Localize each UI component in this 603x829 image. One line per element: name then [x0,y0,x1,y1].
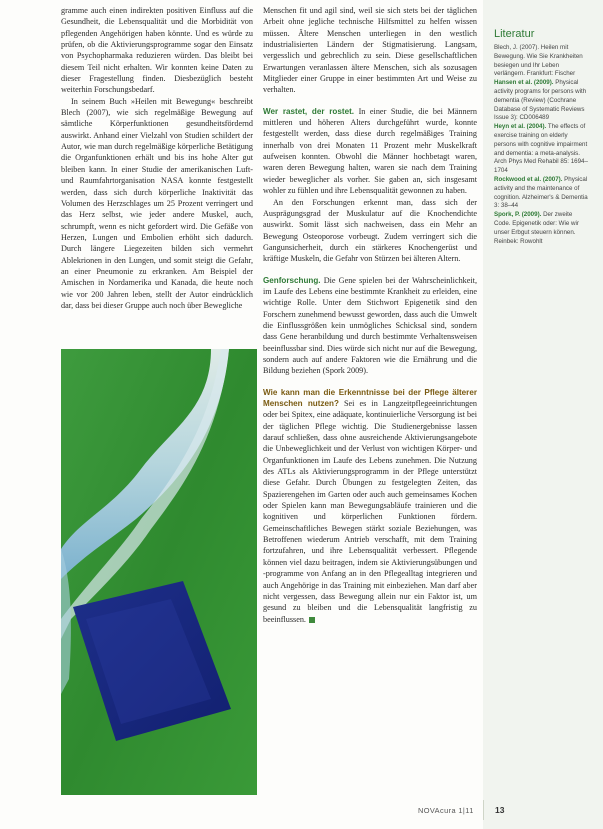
page-number: 13 [495,805,505,815]
reference-author: Blech, J. (2007). [494,44,540,51]
subheading-genetics: Genforschung. [263,275,321,285]
paragraph-text: Die Gene spielen bei der Wahrscheinlichkeit, im Laufe des Lebens eine bestimmte Krankheit zu erleiden, eine wichtige Rolle. Unter dem Stichwort Epigenetik sind den Forschern zunehmend bewusst geworden, dass auch die Umwelt die Einflussgrößen kein unmögliches Schicksal sind, sondern dass Gene heranbildung und durch bestimmte Verhaltensweisen beeinflussbar sind. Dies würde sich nicht nur auf die Bewegung, sondern auch auf andere Faktoren wie die Ernährung und die Bildung beziehen (Spork 2009). [263,275,478,376]
paragraph-text: In einer Studie, die bei Männern mittleren und höheren Alters durchgeführt wurde, konnte festgestellt werden, dass diese durch regelmäßiges Training innerhalb von drei Monaten 11 Prozent mehr Muskelkraft aufweisen konnten. Obwohl die Männer hochbetagt waren, waren deren Bewegung halten, waren sie nach dem Training wieder beweglicher als vorher. Sie gaben an, sich insgesamt wohler zu fühlen und ihre Lebensqualität gewonnen zu haben. [263,106,478,196]
page-footer [0,805,603,819]
reference-author: Heyn et al. (2004). [494,123,547,131]
paragraph: Menschen fit und agil sind, weil sie sich stets bei der täglichen Arbeit ohne jegliche technische Hilfsmittel zu helfen wissen müssen. Ältere Menschen unterliegen in den westlich industrialisierten Ländern der Stigmatisierung. Langsam, vergesslich und gebrechlich zu sein. Diese gesellschaftlichen Erwartungen veranlassen ältere Menschen, sich als sozusagen Mitglieder einer Gruppe in einer bestimmten Art und Weise zu verhalten. [263,6,477,95]
reference-text: The effects of exercise training on elderly persons with cognitive impairment and dementia: a meta-analysis. Arch Phys Med Rehabil 85: 1694–1704 [494,123,588,175]
reference-text: Der zweite Code. Epigenetik oder: Wie wir unser Erbgut steuern können. Reinbek: Rowohlt [494,211,579,245]
paragraph: An den Forschungen erkennt man, dass sich der Ausprägungsgrad der Muskulatur auf die Knochendichte auswirkt. Somit lässt sich nachweisen, dass ein Mehr an Bewegung Osteoporose vorbeugt. Zudem verringert sich die Gangunsicherheit, durch ein stärkeres Knochengerüst und kräftige Muskeln, die Gefahr von Stürzen bei älteren Altern. [263,197,477,264]
reference-author: Rockwood et al. (2007). [494,175,563,183]
subheading-care: Wie kann man die Erkenntnisse bei der Pflege älterer Menschen nutzen? [263,387,477,408]
reference-text: Physical activity and the maintenance of cognition. Alzheimer's & Dementia 3: 38–44 [494,175,588,210]
figure-wool-on-grass [61,349,257,795]
reference-text: Heilen mit Bewegung. Wie Sie Krankheiten besiegen und Ihr Leben verlängern. Frankfurt: Fischer [494,44,583,78]
text-column-right [263,5,477,625]
magazine-name: NOVAcura 1|11 [418,806,474,815]
reference-item [494,79,590,123]
paragraph: gramme auch einen indirekten positiven Einfluss auf die Gesundheit, die Lebensqualität und die Morbidität von pflegenden Angehörigen haben könnte. Und es würde zu prüfen, ob die Aktivierungsprogramme sogar den Einsatz von Psychopharmaka reduzieren würden. Das bleibt bei diesem Teil nicht erhalten. Wir konnten keine Daten zu dieser Fragestellung finden. Diesbezüglich besteht weiterhin Forschungsbedarf. [61,6,253,95]
reference-item [494,176,590,211]
paragraph-text: Sei es in Langzeitpflegeeinrichtungen oder bei Spitex, eine adäquate, kontinuierliche Versorgung ist bei der täglichen Pflege wichtig. Die Studienergebnisse lassen darauf schließen, dass ohne ausreichende Aktivierungsangebote die Unbeweglichkeit und der Verlust von wichtigen Körper- und Organfunktionen im Laufe des Lebens zunehmen. Die Nutzung des ATLs als Aktivierungsprogramm in der Pflege unterstützt diese Gefahr. Durch Übungen zu festgelegten Zeiten, das Spazierengehen im Garten oder auch auch gemeinsames Kochen oder Spielen kann man Bewegungsabläufe trainieren und die kognitiven und körperlichen Funktionen fördern. Gemeinschaftliches Bewegen stärkt soziale Beziehungen, was Betroffenen wiederum Antrieb verschafft, mit dem Training fortzufahren, und ihre Lebensqualität verbessert. Pflegende können viel dazu beitragen, indem sie Aktivierungsübungen und -programme von Anfang an in den Pflegealltag integrieren und auch Angehörige in das Training mit einbeziehen. Man darf aber nicht vergessen, dass Bewegung allein nur ein Faktor ist, um gesund zu bleiben und die Lebensqualität langfristig zu beeinflussen. [263,399,478,624]
paragraph-fitness [263,106,477,197]
literature-sidebar [483,0,603,829]
reference-item [494,44,590,79]
reference-author: Spork, P. (2009). [494,211,542,219]
paragraph-genetics [263,275,477,377]
reference-item [494,211,590,246]
reference-item [494,123,590,176]
paragraph: In seinem Buch »Heilen mit Bewegung« beschreibt Blech (2007), wie sich regelmäßige Bewegung auf sämtliche Körperfunktionen gesundheitsfördernd auswirkt. Anhand einer Vielzahl von Studien schildert der Autor, wie man durch regelmäßige körperliche Betätigung die Organfunktionen erhält und bis ins hohe Alter gut bleiben kann. In einer Studie der amerikanischen Luft- und Raumfahrtorganisation NASA konnte festgestellt werden, dass sich durch körperliche Inaktivität das Volumen des Herzschlages um 25 Prozent verringert und das Herz selbst, wie jeder andere Muskel, auch, schrumpft, wenn es nicht gefordert wird. Die Gefäße von Herzen, Lungen und Embolien erhöht sich dadurch. Durch längere Liegezeiten bilden sich vermehrt Ablekrionen in den Lungen, und somit steigt die Gefahr, an einer Pneumonie zu erkranken. Am Beispiel der Amischen in Nordamerika und Kanada, die heute noch wie vor 200 Jahren leben, stellt der Autor eindrücklich dar, dass bei dieser Gruppe auch noch über Bewegliche [61,96,253,310]
reference-author: Hansen et al. (2009). [494,79,554,87]
subheading-fitness: Wer rastet, der rostet. [263,106,355,116]
paragraph-care [263,387,477,625]
sidebar-title: Literatur [494,28,535,40]
reference-list [494,44,590,246]
reference-text: Physical activity programs for persons with dementia (Review) (Cochrane Database of Systematic Reviews Issue 3): CD006489 [494,79,587,122]
text-column-left [61,5,253,311]
photo-image [61,349,257,795]
end-mark-icon [309,617,315,623]
